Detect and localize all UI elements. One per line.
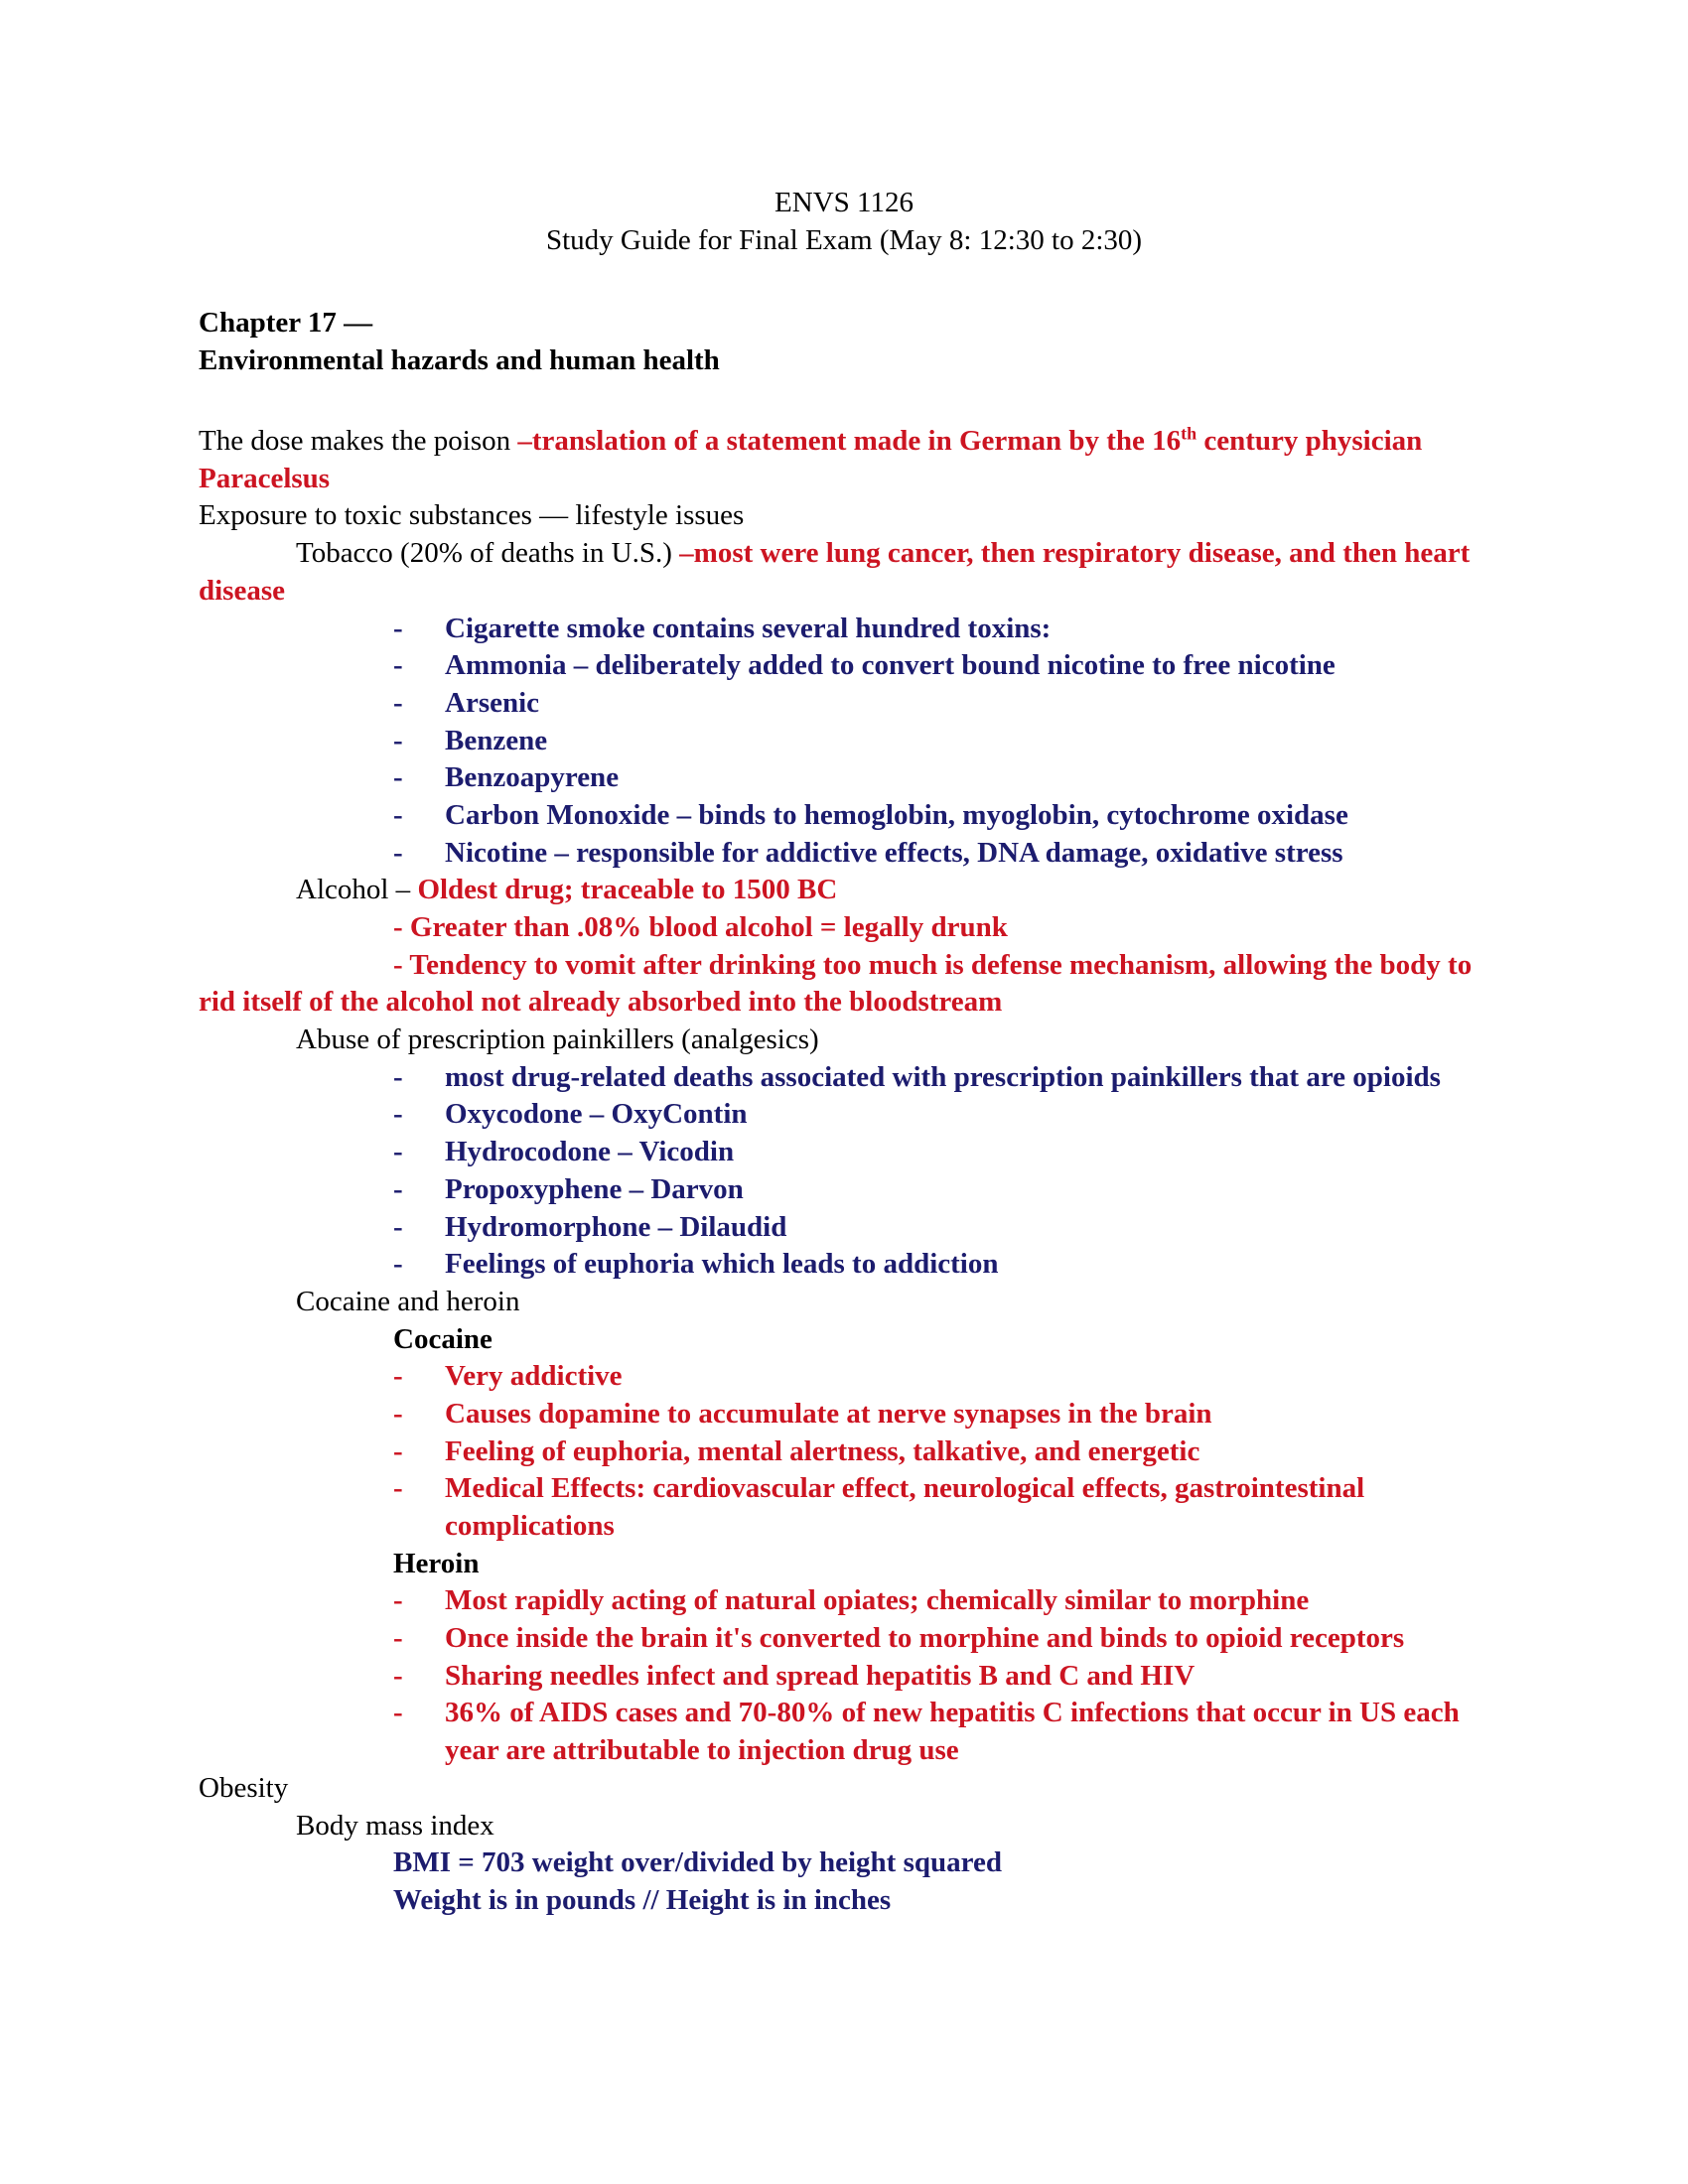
list-item (393, 611, 1489, 648)
bmi-units-line: Weight is in pounds // Height is in inches (393, 1883, 892, 1916)
bullet-dash-icon: - (393, 1659, 403, 1692)
bullet-dash-icon: - (393, 1210, 403, 1243)
list-item-label: Oxycodone – OxyContin (445, 1098, 748, 1131)
list-item (393, 1582, 1489, 1620)
list-item (393, 835, 1489, 873)
chapter-number: Chapter 17 — (199, 306, 373, 339)
heroin-heading: Heroin (393, 1547, 480, 1579)
document-header (199, 184, 1489, 260)
course-code: ENVS 1126 (774, 187, 914, 218)
list-item (393, 723, 1489, 760)
list-item-label: Feelings of euphoria which leads to addiction (445, 1248, 999, 1281)
list-item-label: Sharing needles infect and spread hepatitis B and C and HIV (445, 1659, 1196, 1692)
ordinal-suffix: th (1181, 423, 1197, 444)
obesity-heading: Obesity (199, 1771, 289, 1804)
list-item-label: 36% of AIDS cases and 70-80% of new hepatitis C infections that occur in US each year are attributable to injection drug use (445, 1697, 1460, 1767)
bullet-dash-icon: - (393, 798, 403, 831)
list-item (393, 1433, 1489, 1471)
bullet-dash-icon: - (393, 724, 403, 756)
list-item-label: Once inside the brain it's converted to morphine and binds to opioid receptors (445, 1622, 1405, 1655)
list-item-label: Benzene (445, 724, 548, 756)
bullet-dash-icon: - (393, 1584, 403, 1617)
cocaine-heading: Cocaine (393, 1322, 492, 1355)
dose-black-text: The dose makes the poison (199, 425, 518, 458)
bullet-dash-icon: - (393, 1060, 403, 1093)
list-item-label: Medical Effects: cardiovascular effect, neurological effects, gastrointestinal complications (445, 1472, 1365, 1542)
alcohol-black-text: Alcohol – (296, 874, 418, 906)
chapter-title: Environmental hazards and human health (199, 343, 720, 376)
tobacco-black-text: Tobacco (20% of deaths in U.S.) (296, 537, 680, 570)
bullet-dash-icon: - (393, 1472, 403, 1505)
list-item (393, 1059, 1489, 1097)
list-item (393, 1695, 1489, 1769)
bullet-dash-icon: - (393, 1136, 403, 1168)
tobacco-red-text: –most were lung cancer, then respiratory disease, and then heart disease (199, 537, 1477, 607)
bullet-dash-icon: - (393, 686, 403, 719)
list-item (393, 759, 1489, 797)
bullet-dash-icon: - (393, 761, 403, 794)
bullet-dash-icon: - (393, 649, 403, 682)
bullet-dash-icon: - (393, 1697, 403, 1729)
list-item-label: Carbon Monoxide – binds to hemoglobin, myoglobin, cytochrome oxidase (445, 798, 1348, 831)
painkillers-heading: Abuse of prescription painkillers (analgesics) (296, 1024, 819, 1056)
exam-subtitle: Study Guide for Final Exam (May 8: 12:30 to 2:30) (545, 224, 1143, 257)
bullet-dash-icon: - (393, 1098, 403, 1131)
painkiller-bullet-list (199, 1059, 1489, 1284)
alcohol-paragraph (296, 872, 1489, 909)
list-item-label: most drug-related deaths associated with prescription painkillers that are opioids (445, 1060, 1441, 1093)
list-item-label: Very addictive (445, 1360, 623, 1393)
dose-red-text-part1: –translation of a statement made in German by the 16 (517, 425, 1182, 458)
bmi-heading: Body mass index (296, 1809, 494, 1842)
list-item-label: Nicotine – responsible for addictive effects, DNA damage, oxidative stress (445, 836, 1343, 869)
list-item (393, 1134, 1489, 1171)
alcohol-red-text: Oldest drug; traceable to 1500 BC (417, 874, 838, 906)
bmi-formula-line: BMI = 703 weight over/divided by height squared (393, 1846, 1002, 1879)
list-item-label: Feeling of euphoria, mental alertness, talkative, and energetic (445, 1434, 1200, 1467)
list-item (393, 1620, 1489, 1658)
list-item-label: Benzoapyrene (445, 761, 620, 794)
chapter-heading (199, 304, 1489, 380)
list-item-label: Propoxyphene – Darvon (445, 1172, 744, 1205)
list-item (393, 1209, 1489, 1247)
list-item (393, 1358, 1489, 1396)
dose-makes-poison-paragraph (199, 423, 1489, 497)
cocaine-bullet-list (199, 1358, 1489, 1545)
list-item-label: Hydromorphone – Dilaudid (445, 1210, 787, 1243)
list-item-label: Ammonia – deliberately added to convert bound nicotine to free nicotine (445, 649, 1336, 682)
tobacco-bullet-list (199, 611, 1489, 873)
list-item (393, 647, 1489, 685)
dose-red-text-part2: century physician Paracelsus (199, 425, 1430, 494)
list-item (393, 1470, 1489, 1545)
list-item (393, 1246, 1489, 1284)
bullet-dash-icon: - (393, 1434, 403, 1467)
cocaine-heroin-heading: Cocaine and heroin (296, 1285, 520, 1317)
alcohol-sub-item-1: - Greater than .08% blood alcohol = legally drunk (393, 911, 1008, 943)
bullet-dash-icon: - (393, 1360, 403, 1393)
bullet-dash-icon: - (393, 1397, 403, 1430)
list-item (393, 797, 1489, 835)
bullet-dash-icon: - (393, 1172, 403, 1205)
list-item-label: Most rapidly acting of natural opiates; chemically similar to morphine (445, 1584, 1310, 1617)
bullet-dash-icon: - (393, 1622, 403, 1655)
list-item (393, 1096, 1489, 1134)
bullet-dash-icon: - (393, 612, 403, 644)
list-item (393, 1658, 1489, 1696)
bullet-dash-icon: - (393, 836, 403, 869)
list-item (393, 685, 1489, 723)
list-item (393, 1171, 1489, 1209)
bullet-dash-icon: - (393, 1248, 403, 1281)
list-item-label: Arsenic (445, 686, 540, 719)
alcohol-sub-item-2: - Tendency to vomit after drinking too much is defense mechanism, allowing the body to rid itself of the alcohol not already absorbed into the bloodstream (199, 948, 1479, 1019)
tobacco-paragraph (199, 535, 1489, 610)
list-item-label: Causes dopamine to accumulate at nerve synapses in the brain (445, 1397, 1212, 1430)
heroin-bullet-list (199, 1582, 1489, 1769)
list-item (393, 1396, 1489, 1433)
list-item-label: Hydrocodone – Vicodin (445, 1136, 735, 1168)
exposure-heading: Exposure to toxic substances — lifestyle issues (199, 499, 745, 532)
list-item-label: Cigarette smoke contains several hundred toxins: (445, 612, 1052, 644)
